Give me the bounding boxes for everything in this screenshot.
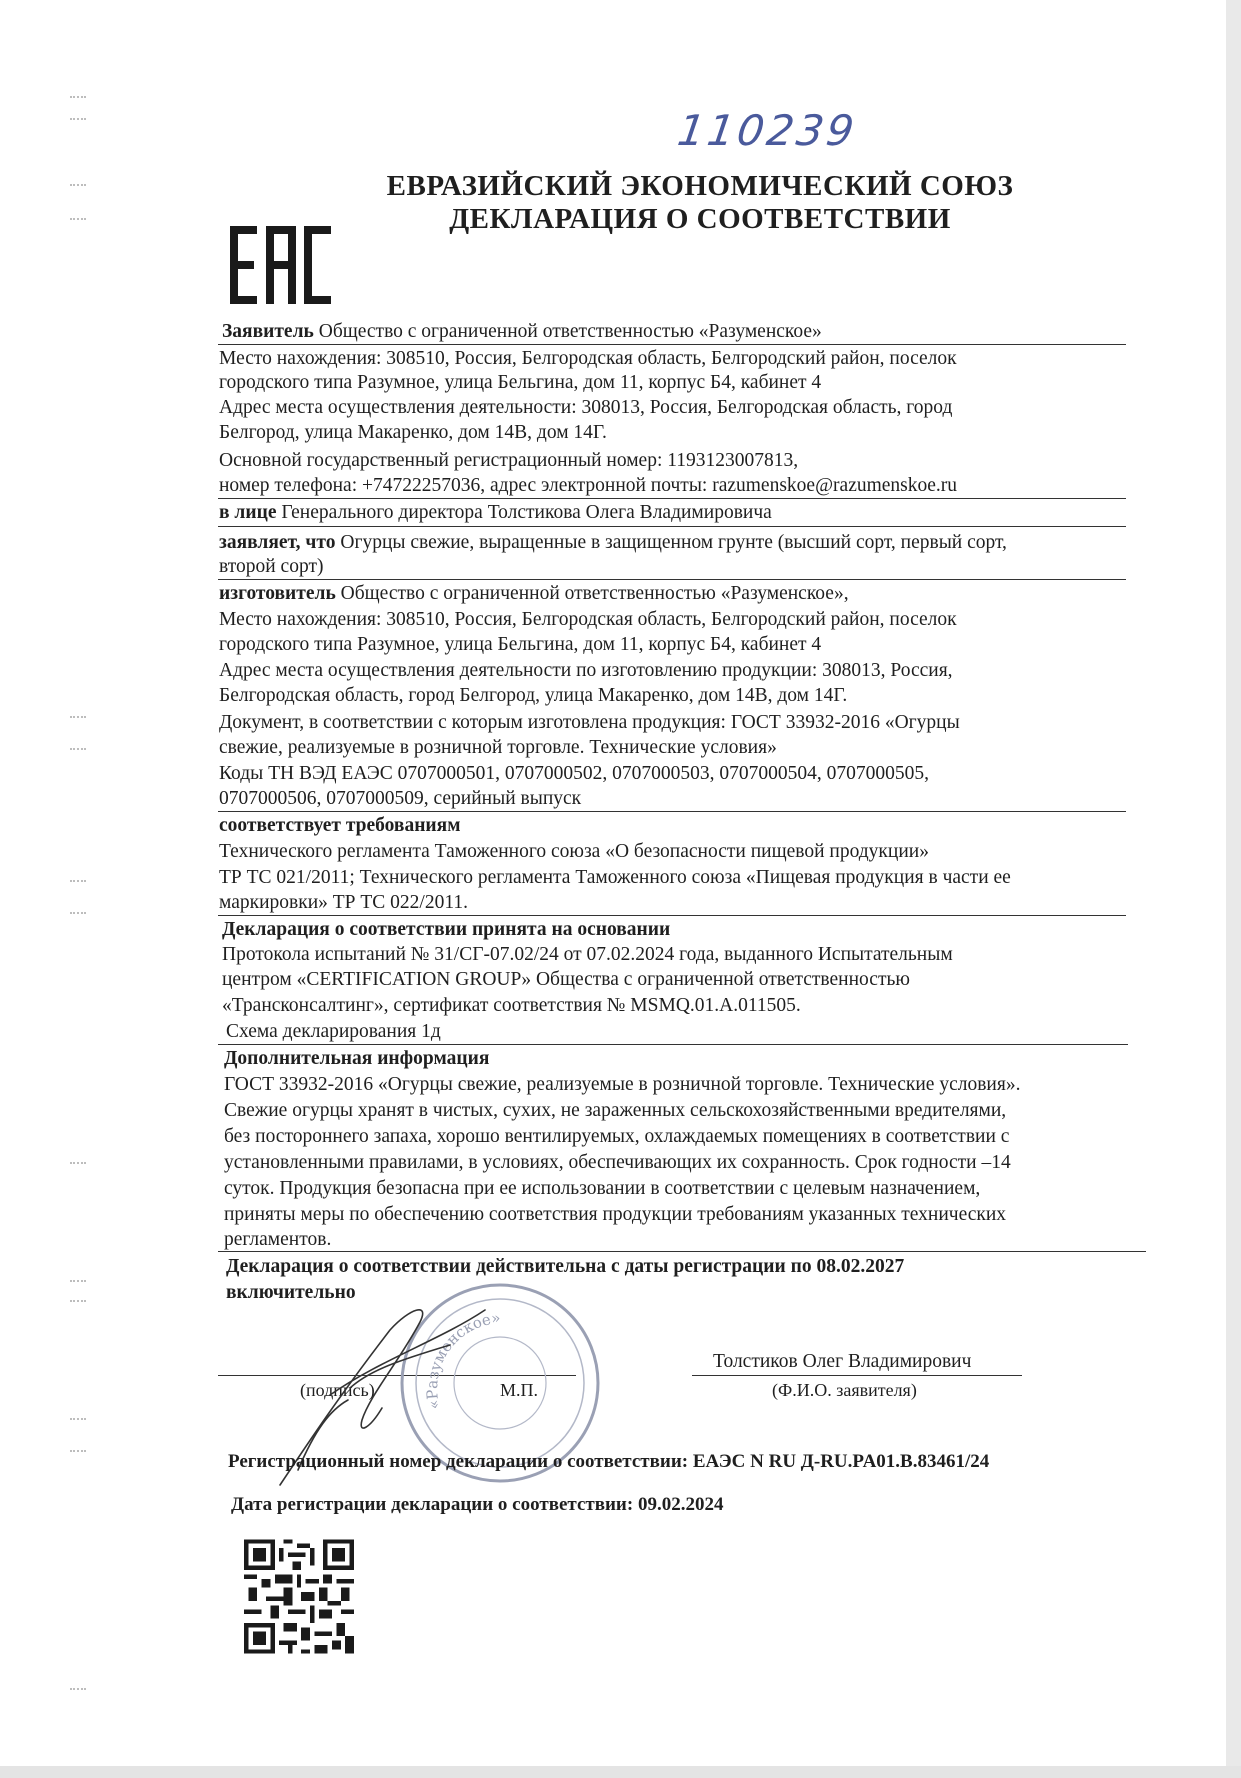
eac-logo-icon: [230, 226, 332, 304]
declares-line: [219, 531, 1007, 555]
scan-mark: [70, 1688, 86, 1693]
scan-mark: [70, 880, 86, 885]
regulation-line: Технического регламента Таможенного союза «О безопасности пищевой продукции»: [219, 841, 929, 862]
manufacturer-detail-line: Белгородская область, город Белгород, улица Макаренко, дом 14В, дом 14Г.: [219, 685, 848, 706]
additional-label: Дополнительная информация: [224, 1048, 490, 1069]
scan-mark: [70, 748, 86, 753]
applicant-name: Общество с ограниченной ответственностью «Разуменское»: [313, 321, 822, 342]
additional-line: приняты меры по обеспечению соответствия продукции требованиям указанных технических: [224, 1204, 1007, 1225]
name-caption: (Ф.И.О. заявителя): [772, 1380, 917, 1400]
scan-mark: [70, 716, 86, 721]
product-description-cont: второй сорт): [219, 556, 324, 577]
applicant-detail-line: городского типа Разумное, улица Бельгина, дом 11, корпус Б4, кабинет 4: [219, 372, 822, 393]
registration-date: Дата регистрации декларации о соответствии: 09.02.2024: [231, 1494, 724, 1515]
additional-line: без постороннего запаха, хорошо вентилируемых, охлаждаемых помещениях в соответствии с: [224, 1126, 1010, 1147]
scan-edge-bottom: [0, 1766, 1241, 1778]
scan-mark: [70, 1450, 86, 1455]
applicant-detail-line: Адрес места осуществления деятельности: 308013, Россия, Белгородская область, город: [219, 397, 953, 418]
additional-line: ГОСТ 33932-2016 «Огурцы свежие, реализуемые в розничной торговле. Технические условия».: [224, 1074, 1021, 1095]
regulation-line: ТР ТС 021/2011; Технического регламента Таможенного союза «Пищевая продукция в части ее: [219, 867, 1011, 888]
scan-mark: [70, 1418, 86, 1423]
signer-name: Толстиков Олег Владимирович: [713, 1351, 972, 1372]
manufacturer-detail-line: Документ, в соответствии с которым изготовлена продукция: ГОСТ 33932-2016 «Огурцы: [219, 712, 960, 733]
divider: [218, 526, 1126, 527]
basis-label: Декларация о соответствии принята на основании: [222, 919, 671, 940]
divider: [218, 915, 1126, 916]
additional-line: установленными правилами, в условиях, обеспечивающих их сохранность. Срок годности –14: [224, 1152, 1011, 1173]
applicant-line: [222, 320, 822, 344]
basis-line: центром «CERTIFICATION GROUP» Общества с ограниченной ответственностью: [222, 969, 910, 990]
manufacturer-detail-line: Адрес места осуществления деятельности по изготовлению продукции: 308013, Россия,: [219, 660, 953, 681]
union-title: ЕВРАЗИЙСКИЙ ЭКОНОМИЧЕСКИЙ СОЮЗ: [386, 170, 1014, 202]
stamp-caption: М.П.: [500, 1380, 539, 1400]
divider: [218, 811, 1126, 812]
scan-mark: [70, 184, 86, 189]
manufacturer-detail-line: Место нахождения: 308510, Россия, Белгородская область, Белгородский район, поселок: [219, 609, 957, 630]
scan-mark: [70, 218, 86, 223]
validity-line: включительно: [226, 1282, 356, 1303]
product-description: Огурцы свежие, выращенные в защищенном грунте (высший сорт, первый сорт,: [335, 532, 1007, 553]
basis-line: «Трансконсалтинг», сертификат соответствия № MSMQ.01.A.011505.: [222, 995, 801, 1016]
scan-mark: [70, 118, 86, 123]
applicant-detail-line: Место нахождения: 308510, Россия, Белгородская область, Белгородский район, поселок: [219, 348, 957, 369]
divider: [218, 579, 1126, 580]
name-rule: [692, 1375, 1022, 1376]
divider: [218, 1044, 1128, 1045]
scan-mark: [70, 96, 86, 101]
divider: [218, 1251, 1146, 1252]
applicant-detail-line: номер телефона: +74722257036, адрес электронной почты: razumenskoe@razumenskoe.ru: [219, 475, 958, 496]
additional-line: суток. Продукция безопасна при ее использовании в соответствии с целевым назначением,: [224, 1178, 981, 1199]
document-title: ДЕКЛАРАЦИЯ О СООТВЕТСТВИИ: [449, 203, 951, 235]
handwritten-number: 110239: [674, 106, 860, 155]
registration-number: Регистрационный номер декларации о соответствии: ЕАЭС N RU Д-RU.PA01.B.83461/24: [228, 1451, 990, 1472]
additional-line: регламентов.: [224, 1229, 332, 1250]
divider: [218, 498, 1126, 499]
scan-mark: [70, 1280, 86, 1285]
applicant-label: Заявитель: [222, 321, 314, 342]
applicant-detail-line: Белгород, улица Макаренко, дом 14В, дом 14Г.: [219, 422, 607, 443]
hs-codes-line: Коды ТН ВЭД ЕАЭС 0707000501, 0707000502, 0707000503, 0707000504, 0707000505,: [219, 763, 930, 784]
manufacturer-label: изготовитель: [219, 583, 336, 604]
manufacturer-detail-line: городского типа Разумное, улица Бельгина, дом 11, корпус Б4, кабинет 4: [219, 634, 822, 655]
scan-mark: [70, 912, 86, 917]
validity-line: Декларация о соответствии действительна с даты регистрации по 08.02.2027: [226, 1256, 905, 1277]
manufacturer-detail-line: свежие, реализуемые в розничной торговле. Технические условия»: [219, 737, 777, 758]
scheme-line: Схема декларирования 1д: [226, 1021, 441, 1042]
regulation-line: маркировки» ТР ТС 022/2011.: [219, 892, 469, 913]
scan-edge-right: [1226, 0, 1241, 1778]
representative-line: [219, 501, 772, 525]
declares-label: заявляет, что: [219, 532, 336, 553]
basis-line: Протокола испытаний № 31/СГ-07.02/24 от 07.02.2024 года, выданного Испытательным: [222, 944, 953, 965]
stamp-text: «Разуменское»: [423, 1308, 502, 1412]
qr-code-icon: [244, 1539, 354, 1654]
hs-codes-line: 0707000506, 0707000509, серийный выпуск: [219, 788, 582, 809]
scan-mark: [70, 1162, 86, 1167]
representative-text: Генерального директора Толстикова Олега Владимировича: [276, 502, 772, 523]
representative-label: в лице: [219, 502, 277, 523]
manufacturer-name: Общество с ограниченной ответственностью «Разуменское»,: [335, 583, 849, 604]
additional-line: Свежие огурцы хранят в чистых, сухих, не зараженных сельскохозяйственными вредителями,: [224, 1100, 1007, 1121]
divider: [218, 344, 1126, 345]
signature-caption: (подпись): [300, 1380, 375, 1400]
scan-mark: [70, 1300, 86, 1305]
applicant-detail-line: Основной государственный регистрационный номер: 1193123007813,: [219, 450, 799, 471]
conforms-label: соответствует требованиям: [219, 815, 461, 836]
manufacturer-line: [219, 582, 849, 606]
